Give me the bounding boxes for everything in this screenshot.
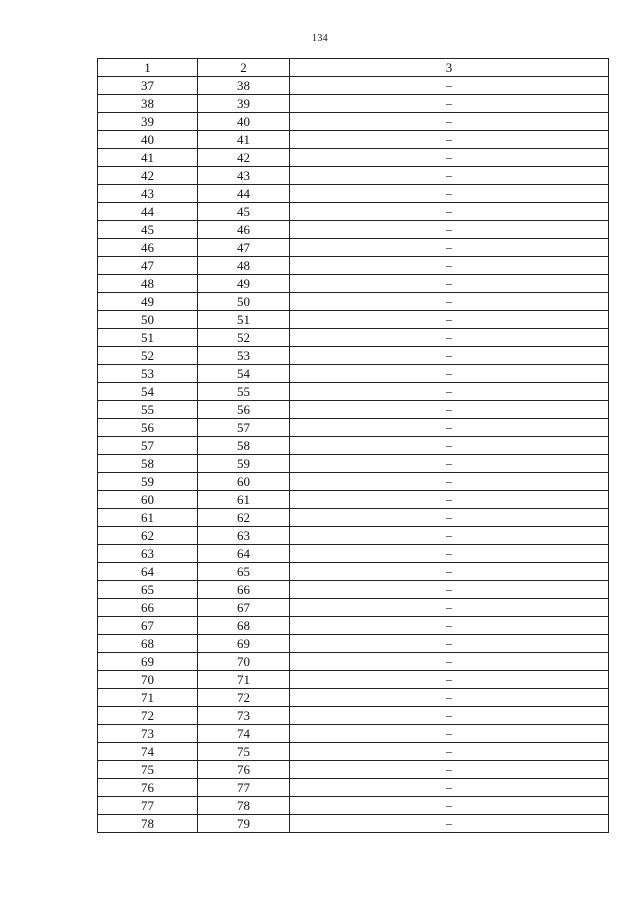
table-cell-col-1: 60 <box>98 491 198 509</box>
table-row <box>98 689 609 707</box>
column-header-2: 2 <box>198 59 290 77</box>
table-cell-col-1: 54 <box>98 383 198 401</box>
table-row <box>98 347 609 365</box>
table-cell-col-2: 47 <box>198 239 290 257</box>
table-cell-col-3: – <box>290 275 609 293</box>
table-cell-col-3: – <box>290 761 609 779</box>
table-cell-col-3: – <box>290 95 609 113</box>
table-cell-col-1: 42 <box>98 167 198 185</box>
table-cell-col-2: 56 <box>198 401 290 419</box>
table-cell-col-2: 69 <box>198 635 290 653</box>
table-cell-col-1: 58 <box>98 455 198 473</box>
table-cell-col-1: 39 <box>98 113 198 131</box>
table-row <box>98 311 609 329</box>
table-cell-col-2: 38 <box>198 77 290 95</box>
table-cell-col-3: – <box>290 779 609 797</box>
table-cell-col-2: 60 <box>198 473 290 491</box>
table-cell-col-2: 45 <box>198 203 290 221</box>
table-row <box>98 383 609 401</box>
table-cell-col-1: 51 <box>98 329 198 347</box>
table-body <box>98 77 609 833</box>
table-cell-col-3: – <box>290 635 609 653</box>
table-cell-col-2: 52 <box>198 329 290 347</box>
table-cell-col-3: – <box>290 437 609 455</box>
table-cell-col-1: 76 <box>98 779 198 797</box>
table-row <box>98 365 609 383</box>
table-cell-col-3: – <box>290 311 609 329</box>
table-cell-col-3: – <box>290 365 609 383</box>
table-cell-col-3: – <box>290 347 609 365</box>
table-cell-col-2: 43 <box>198 167 290 185</box>
table-cell-col-1: 55 <box>98 401 198 419</box>
table-cell-col-3: – <box>290 383 609 401</box>
table-cell-col-1: 65 <box>98 581 198 599</box>
table-row <box>98 149 609 167</box>
table-cell-col-3: – <box>290 509 609 527</box>
table-cell-col-1: 45 <box>98 221 198 239</box>
table-cell-col-3: – <box>290 419 609 437</box>
table-row <box>98 815 609 833</box>
table-cell-col-1: 57 <box>98 437 198 455</box>
table-cell-col-3: – <box>290 149 609 167</box>
table-cell-col-3: – <box>290 473 609 491</box>
table-cell-col-1: 75 <box>98 761 198 779</box>
table-cell-col-1: 47 <box>98 257 198 275</box>
table-row <box>98 653 609 671</box>
table-cell-col-2: 63 <box>198 527 290 545</box>
data-table <box>97 58 609 833</box>
table-cell-col-2: 71 <box>198 671 290 689</box>
table-cell-col-1: 38 <box>98 95 198 113</box>
table-row <box>98 527 609 545</box>
table-row <box>98 131 609 149</box>
table-cell-col-3: – <box>290 545 609 563</box>
table-cell-col-1: 67 <box>98 617 198 635</box>
table-cell-col-1: 72 <box>98 707 198 725</box>
table-cell-col-2: 53 <box>198 347 290 365</box>
table-cell-col-2: 64 <box>198 545 290 563</box>
table-cell-col-2: 55 <box>198 383 290 401</box>
table-cell-col-1: 78 <box>98 815 198 833</box>
table-cell-col-3: – <box>290 203 609 221</box>
table-row <box>98 113 609 131</box>
table-cell-col-1: 71 <box>98 689 198 707</box>
table-row <box>98 599 609 617</box>
table-row <box>98 239 609 257</box>
table-cell-col-1: 70 <box>98 671 198 689</box>
table-cell-col-3: – <box>290 167 609 185</box>
table-row <box>98 167 609 185</box>
table-cell-col-3: – <box>290 455 609 473</box>
table-cell-col-2: 49 <box>198 275 290 293</box>
table-cell-col-2: 40 <box>198 113 290 131</box>
table-cell-col-1: 48 <box>98 275 198 293</box>
table-row <box>98 563 609 581</box>
table-cell-col-2: 39 <box>198 95 290 113</box>
table-cell-col-2: 65 <box>198 563 290 581</box>
table-cell-col-2: 74 <box>198 725 290 743</box>
table-row <box>98 203 609 221</box>
table-row <box>98 95 609 113</box>
table-row <box>98 635 609 653</box>
table-cell-col-3: – <box>290 743 609 761</box>
table-cell-col-3: – <box>290 491 609 509</box>
table-row <box>98 707 609 725</box>
table-row <box>98 275 609 293</box>
table-row <box>98 257 609 275</box>
table-cell-col-1: 46 <box>98 239 198 257</box>
table-cell-col-2: 58 <box>198 437 290 455</box>
table-cell-col-3: – <box>290 77 609 95</box>
table-cell-col-1: 73 <box>98 725 198 743</box>
table-cell-col-3: – <box>290 617 609 635</box>
table-cell-col-2: 44 <box>198 185 290 203</box>
table-row <box>98 545 609 563</box>
table-row <box>98 293 609 311</box>
page-number: 134 <box>312 33 328 44</box>
table-cell-col-2: 78 <box>198 797 290 815</box>
table-cell-col-2: 68 <box>198 617 290 635</box>
table-cell-col-2: 42 <box>198 149 290 167</box>
table-cell-col-3: – <box>290 797 609 815</box>
table-cell-col-1: 74 <box>98 743 198 761</box>
table-row <box>98 185 609 203</box>
table-header-row <box>98 59 609 77</box>
table-cell-col-1: 69 <box>98 653 198 671</box>
table-row <box>98 437 609 455</box>
table-row <box>98 455 609 473</box>
table-cell-col-1: 64 <box>98 563 198 581</box>
table-cell-col-2: 66 <box>198 581 290 599</box>
table-cell-col-2: 41 <box>198 131 290 149</box>
table-cell-col-3: – <box>290 239 609 257</box>
table-cell-col-2: 67 <box>198 599 290 617</box>
table-cell-col-2: 70 <box>198 653 290 671</box>
table-cell-col-3: – <box>290 689 609 707</box>
table-row <box>98 77 609 95</box>
table-cell-col-3: – <box>290 671 609 689</box>
table-cell-col-1: 44 <box>98 203 198 221</box>
table-cell-col-1: 56 <box>98 419 198 437</box>
table-row <box>98 473 609 491</box>
table-cell-col-1: 53 <box>98 365 198 383</box>
table-cell-col-1: 63 <box>98 545 198 563</box>
table-cell-col-3: – <box>290 113 609 131</box>
table-cell-col-2: 73 <box>198 707 290 725</box>
table-cell-col-2: 79 <box>198 815 290 833</box>
table-cell-col-2: 72 <box>198 689 290 707</box>
table-cell-col-2: 51 <box>198 311 290 329</box>
table-cell-col-1: 59 <box>98 473 198 491</box>
table-cell-col-3: – <box>290 563 609 581</box>
table-row <box>98 221 609 239</box>
table-row <box>98 509 609 527</box>
column-header-1: 1 <box>98 59 198 77</box>
table-cell-col-1: 40 <box>98 131 198 149</box>
table-cell-col-1: 43 <box>98 185 198 203</box>
table-cell-col-2: 77 <box>198 779 290 797</box>
table-cell-col-1: 41 <box>98 149 198 167</box>
table-cell-col-2: 54 <box>198 365 290 383</box>
table-cell-col-3: – <box>290 815 609 833</box>
table-cell-col-3: – <box>290 221 609 239</box>
table-cell-col-3: – <box>290 599 609 617</box>
table-row <box>98 581 609 599</box>
table-row <box>98 797 609 815</box>
table-row <box>98 401 609 419</box>
table-cell-col-3: – <box>290 401 609 419</box>
table-cell-col-2: 59 <box>198 455 290 473</box>
table-cell-col-3: – <box>290 527 609 545</box>
table-row <box>98 329 609 347</box>
table-row <box>98 761 609 779</box>
table-cell-col-2: 50 <box>198 293 290 311</box>
table-cell-col-3: – <box>290 725 609 743</box>
table-cell-col-1: 62 <box>98 527 198 545</box>
table-header <box>98 59 609 77</box>
table-cell-col-2: 48 <box>198 257 290 275</box>
table-row <box>98 419 609 437</box>
table-cell-col-1: 61 <box>98 509 198 527</box>
table-cell-col-3: – <box>290 293 609 311</box>
table-cell-col-3: – <box>290 257 609 275</box>
table-cell-col-1: 50 <box>98 311 198 329</box>
table-cell-col-2: 62 <box>198 509 290 527</box>
table-cell-col-3: – <box>290 329 609 347</box>
table-cell-col-2: 57 <box>198 419 290 437</box>
table-cell-col-1: 49 <box>98 293 198 311</box>
table-row <box>98 779 609 797</box>
table-cell-col-2: 61 <box>198 491 290 509</box>
table-cell-col-3: – <box>290 581 609 599</box>
table-cell-col-3: – <box>290 185 609 203</box>
table-row <box>98 491 609 509</box>
table-cell-col-1: 68 <box>98 635 198 653</box>
table-row <box>98 743 609 761</box>
table-cell-col-1: 37 <box>98 77 198 95</box>
table-cell-col-1: 77 <box>98 797 198 815</box>
table-cell-col-3: – <box>290 707 609 725</box>
table-cell-col-1: 66 <box>98 599 198 617</box>
table-cell-col-2: 46 <box>198 221 290 239</box>
table-row <box>98 671 609 689</box>
table-cell-col-2: 76 <box>198 761 290 779</box>
table-cell-col-1: 52 <box>98 347 198 365</box>
column-header-3: 3 <box>290 59 609 77</box>
table-cell-col-2: 75 <box>198 743 290 761</box>
table-row <box>98 617 609 635</box>
table-cell-col-3: – <box>290 131 609 149</box>
table-cell-col-3: – <box>290 653 609 671</box>
table-row <box>98 725 609 743</box>
